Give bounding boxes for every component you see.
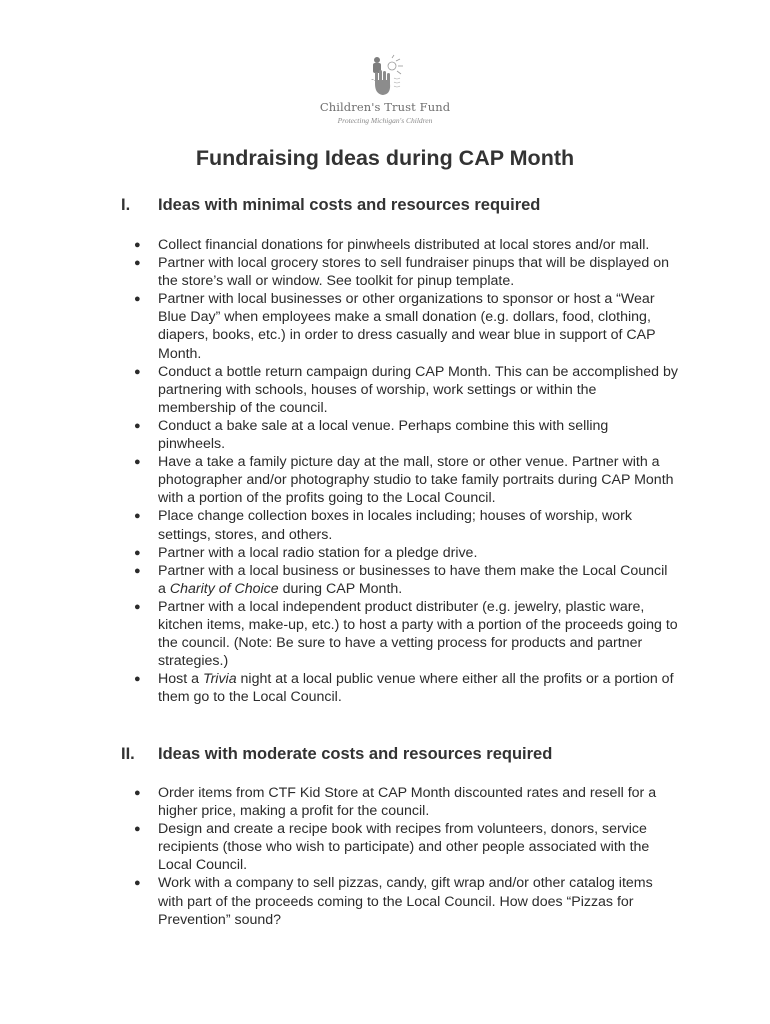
handprint-icon [362, 54, 408, 98]
bullet-icon: ● [134, 456, 141, 469]
list-item: ● Have a take a family picture day at the mall, store or other venue. Partner with a photographer and/or photography studio to take family portraits during CAP Month with a portion of the profits going to the Local Council. [134, 454, 674, 507]
bullet-icon: ● [134, 564, 141, 577]
list-item: ● Partner with local grocery stores to sell fundraiser pinups that will be displayed on the store’s wall or window. See toolkit for pinup template. [134, 255, 670, 290]
section-number: II. [121, 745, 135, 763]
bullet-list-2 [134, 784, 678, 929]
list-item: ● Host a Trivia night at a local public venue where either all the profits or a portion of them go to the Local Council. [134, 671, 674, 706]
bullet-icon: ● [134, 823, 141, 836]
section-title: Ideas with moderate costs and resources required [158, 745, 553, 763]
list-item: ● Partner with a local radio station for a pledge drive. [134, 544, 478, 561]
bullet-icon: ● [134, 600, 141, 613]
logo [0, 54, 770, 125]
list-item: ● Partner with a local business or businesses to have them make the Local Council a Charity of Choice during CAP Month. [134, 562, 668, 597]
logo-name: Children's Trust Fund [319, 100, 451, 114]
page-title: Fundraising Ideas during CAP Month [195, 146, 575, 170]
section-title: Ideas with minimal costs and resources required [158, 196, 541, 214]
list-item: ● Order items from CTF Kid Store at CAP Month discounted rates and resell for a higher price, making a profit for the council. [134, 785, 657, 820]
list-item: ● Collect financial donations for pinwheels distributed at local stores and/or mall. [134, 237, 650, 253]
bullet-list-1 [134, 236, 678, 706]
list-item: ● Work with a company to sell pizzas, candy, gift wrap and/or other catalog items with part of the proceeds coming to the Local Council. How does “Pizzas for Prevention” sound? [134, 875, 653, 928]
list-item: ● Conduct a bake sale at a local venue. Perhaps combine this with selling pinwheels. [134, 417, 609, 453]
bullet-icon: ● [134, 673, 141, 686]
logo-tagline: Protecting Michigan's Children [337, 116, 433, 125]
bullet-icon: ● [134, 419, 141, 432]
section-number: I. [121, 196, 131, 214]
list-item: ● Design and create a recipe book with recipes from volunteers, donors, service recipients (those who wish to participate) and other people associated with the Local Council. [134, 821, 650, 874]
list-item: ● Partner with a local independent product distributer (e.g. jewelry, plastic ware, kitchen items, make-up, etc.) to host a party with a portion of the proceeds going to the council. (Note: Be sure to have a vetting process for products and partner strategies.) [134, 598, 678, 670]
bullet-icon: ● [134, 293, 141, 306]
list-item: ● Conduct a bottle return campaign during CAP Month. This can be accomplished by partnering with schools, houses of worship, work settings or within the membership of the council. [134, 363, 678, 416]
bullet-icon: ● [134, 877, 141, 890]
list-item: ● Partner with local businesses or other organizations to sponsor or host a “Wear Blue Day” when employees make a small donation (e.g. dollars, food, clothing, diapers, books, etc.) in order to dress casually and wear blue in support of CAP Month. [134, 291, 656, 362]
bullet-icon: ● [134, 239, 141, 251]
bullet-icon: ● [134, 546, 141, 559]
bullet-icon: ● [134, 365, 141, 378]
bullet-icon: ● [134, 257, 141, 270]
bullet-icon: ● [134, 510, 141, 523]
list-item: ● Place change collection boxes in locales including; houses of worship, work settings, stores, and others. [134, 508, 632, 543]
bullet-icon: ● [134, 787, 141, 799]
